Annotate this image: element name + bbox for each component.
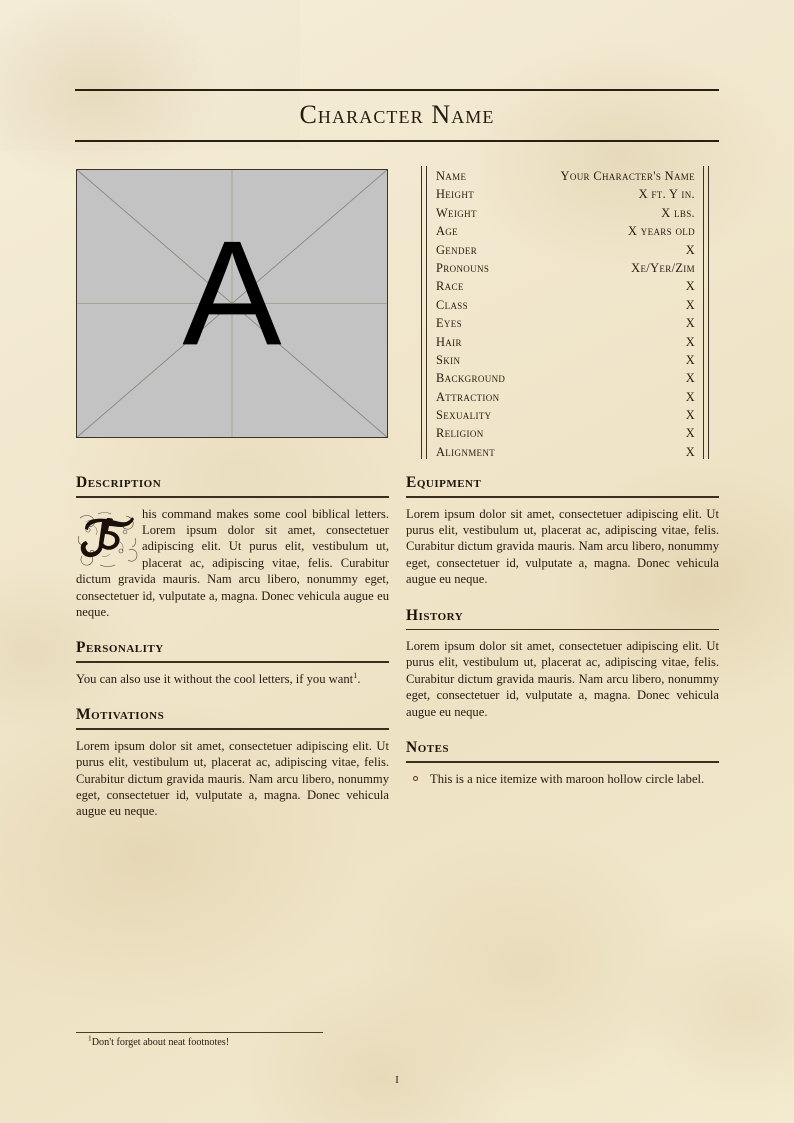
info-row-key: Background	[436, 371, 506, 386]
info-row	[436, 335, 695, 353]
list-item-text: This is a nice itemize with maroon hollow circle label.	[430, 771, 705, 786]
notes-list	[406, 771, 719, 787]
info-row	[436, 187, 695, 205]
info-row-value: X	[685, 426, 695, 441]
motivations-heading: Motivations	[76, 706, 165, 724]
info-row-key: Religion	[436, 426, 484, 441]
info-row-value: X	[685, 297, 695, 312]
personality-text: You can also use it without the cool letters, if you want	[76, 671, 354, 686]
footnote-separator-rule	[76, 1032, 323, 1033]
info-row-value: X	[685, 334, 695, 349]
footnote-number: 1	[88, 1033, 92, 1043]
info-row-value: X	[685, 279, 695, 294]
info-row-key: Skin	[436, 352, 461, 367]
info-row-key: Sexuality	[436, 408, 492, 423]
info-row-value: X ft. Y in.	[638, 187, 695, 202]
description-body: his command makes some cool biblical letters. Lorem ipsum dolor sit amet, consectetuer adipiscing elit. Ut purus elit, vestibulum ut, placerat ac, adipiscing vitae, felis. Curabitur dictum gravida mauris. Nam arcu libero, nonummy eget, consectetuer id, vulputate a, magna. Donec vehicula augue eu neque.	[76, 506, 389, 619]
section-description	[76, 474, 389, 620]
character-info-table	[421, 166, 709, 459]
section-equipment	[406, 474, 719, 588]
info-row-key: Alignment	[436, 444, 496, 459]
history-body: Lorem ipsum dolor sit amet, consectetuer adipiscing elit. Ut purus elit, vestibulum ut, placerat ac, adipiscing vitae, felis. Curabitur dictum gravida mauris. Nam arcu libero, nonummy eget, consectetuer id, vulputate a, magna. Donec vehicula augue eu neque.	[406, 639, 719, 719]
portrait-placeholder	[76, 169, 388, 438]
info-row	[436, 353, 695, 371]
svg-text:A: A	[182, 209, 282, 377]
info-row-value: X	[685, 408, 695, 423]
equipment-heading: Equipment	[406, 474, 482, 491]
equipment-rule	[406, 496, 719, 498]
notes-heading: Notes	[406, 739, 450, 757]
info-row-value: X	[685, 444, 695, 459]
section-notes	[406, 739, 719, 787]
info-row	[436, 390, 695, 408]
equipment-body: Lorem ipsum dolor sit amet, consectetuer adipiscing elit. Ut purus elit, vestibulum ut, placerat ac, adipiscing vitae, felis. Curabitur dictum gravida mauris. Nam arcu libero, nonummy eget, consectetuer id, vulputate a, magna. Donec vehicula augue eu neque.	[406, 506, 719, 587]
decorative-dropcap-t-icon	[76, 508, 138, 570]
info-row-key: Weight	[436, 205, 477, 220]
info-row-key: Age	[436, 224, 458, 239]
personality-body	[76, 671, 389, 687]
info-row-value: X lbs.	[661, 205, 695, 220]
info-row	[436, 279, 695, 297]
motivations-rule	[76, 728, 389, 730]
info-row-value: Your Character's Name	[560, 169, 695, 183]
info-row-key: Name	[436, 169, 467, 183]
list-item	[406, 771, 719, 787]
footnote-text: Don't forget about neat footnotes!	[91, 1037, 230, 1048]
notes-rule	[406, 761, 719, 763]
description-heading: Description	[76, 474, 162, 491]
history-rule	[406, 629, 719, 631]
info-row-value: X	[685, 389, 695, 404]
section-motivations	[76, 706, 389, 820]
info-row	[436, 169, 695, 187]
left-column	[76, 474, 389, 839]
info-row-value: X	[685, 352, 695, 367]
page-title: Character Name	[299, 100, 495, 129]
info-row	[436, 224, 695, 242]
personality-heading: Personality	[76, 639, 164, 657]
personality-text-tail: .	[357, 671, 361, 686]
info-row	[436, 408, 695, 426]
info-row-key: Race	[436, 279, 464, 294]
info-row	[436, 316, 695, 334]
title-rule-top	[75, 89, 719, 91]
info-row-key: Pronouns	[436, 260, 490, 275]
section-history	[406, 607, 719, 721]
info-row-value: X years old	[628, 224, 695, 239]
section-personality	[76, 639, 389, 687]
history-heading: History	[406, 606, 464, 624]
right-column	[406, 474, 719, 806]
motivations-body: Lorem ipsum dolor sit amet, consectetuer adipiscing elit. Ut purus elit, vestibulum ut, placerat ac, adipiscing vitae, felis. Curabitur dictum gravida mauris. Nam arcu libero, nonummy eget, consectetuer id, vulputate a, magna. Donec vehicula augue eu neque.	[76, 738, 389, 819]
info-row	[436, 261, 695, 279]
info-row-value: X	[685, 371, 695, 386]
info-row-key: Hair	[436, 334, 462, 349]
page-number: I	[395, 1075, 399, 1086]
info-row	[436, 445, 695, 463]
footnote	[88, 1033, 230, 1050]
info-row	[436, 243, 695, 261]
info-row-key: Eyes	[436, 316, 462, 331]
info-row-value: X	[685, 316, 695, 331]
info-row-key: Height	[436, 187, 475, 202]
info-row-value: Xe/Yer/Zim	[631, 260, 695, 275]
info-row	[436, 298, 695, 316]
description-rule	[76, 496, 389, 498]
footnote-marker[interactable]: 1	[353, 670, 358, 680]
info-row	[436, 206, 695, 224]
info-row-key: Class	[436, 297, 469, 312]
info-row-key: Gender	[436, 242, 478, 257]
hollow-circle-bullet-icon	[413, 776, 418, 781]
title-rule-bottom	[75, 140, 719, 142]
info-row-value: X	[685, 242, 695, 257]
info-row	[436, 371, 695, 389]
personality-rule	[76, 661, 389, 663]
info-row	[436, 426, 695, 444]
info-row-key: Attraction	[436, 389, 500, 404]
